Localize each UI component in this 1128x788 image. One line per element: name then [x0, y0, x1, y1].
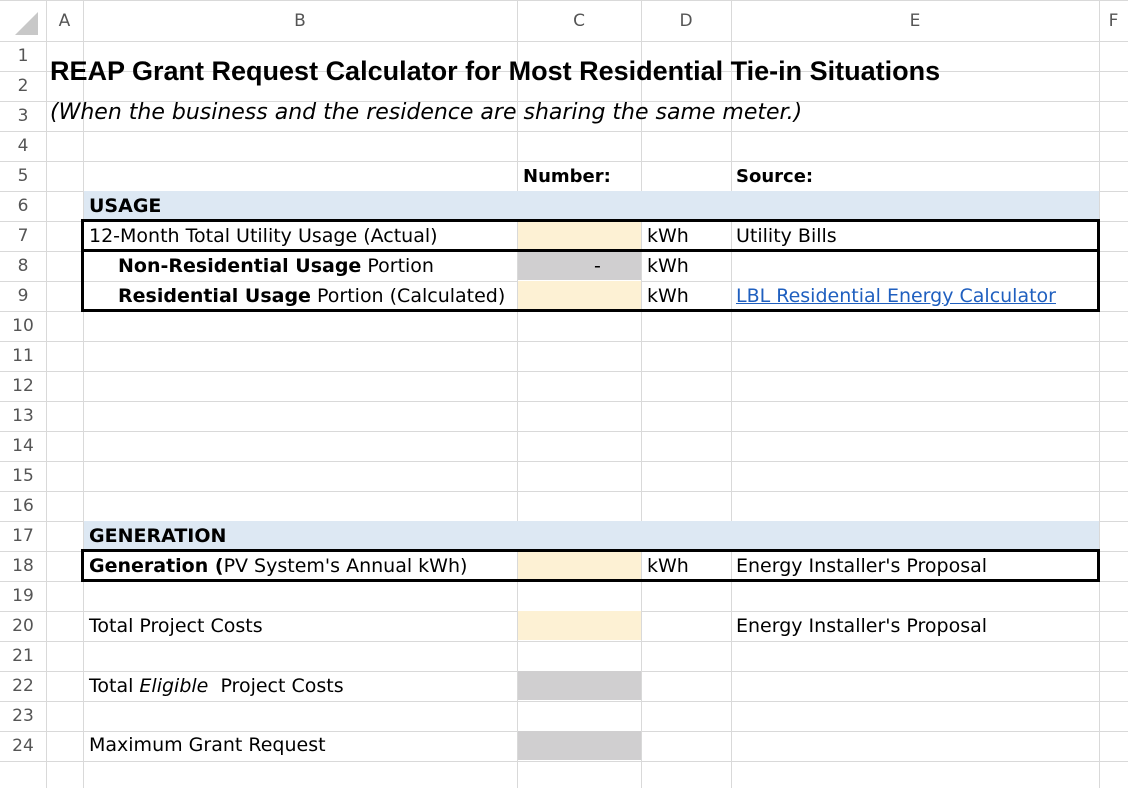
total-usage-border: [81, 219, 1100, 252]
row-header-19[interactable]: 19: [0, 581, 46, 611]
source-header[interactable]: Source:: [736, 165, 814, 187]
row-header-15[interactable]: 15: [0, 461, 46, 491]
gridline-row: [0, 431, 1128, 432]
row-header-14[interactable]: 14: [0, 431, 46, 461]
row-header-17[interactable]: 17: [0, 521, 46, 551]
eligible-label-pre: Total: [89, 675, 140, 697]
total-usage-source[interactable]: Utility Bills: [736, 225, 837, 247]
row-header-20[interactable]: 20: [0, 611, 46, 641]
gridline-row: [0, 131, 1128, 132]
eligible-costs-label[interactable]: [89, 672, 344, 700]
row-header-21[interactable]: 21: [0, 641, 46, 671]
generation-band: [84, 521, 1099, 550]
res-usage-unit[interactable]: kWh: [647, 285, 689, 307]
gridline-row: [0, 761, 1128, 762]
select-all-icon: [0, 0, 46, 41]
gridline-column: [1099, 0, 1100, 788]
total-costs-source[interactable]: Energy Installer's Proposal: [736, 615, 988, 637]
generation-border: [81, 549, 1100, 582]
grant-request-label[interactable]: Maximum Grant Request: [89, 734, 326, 756]
gridline-row: [0, 341, 1128, 342]
res-label-rest: Portion (Calculated): [310, 285, 506, 307]
column-header-f[interactable]: F: [1099, 0, 1128, 41]
nonres-usage-unit[interactable]: kWh: [647, 255, 689, 277]
total-costs-input[interactable]: [518, 611, 641, 640]
total-usage-label[interactable]: 12-Month Total Utility Usage (Actual): [89, 225, 438, 247]
gridline-top: [0, 0, 1128, 1]
eligible-label-italic: Eligible: [139, 675, 209, 697]
row-header-16[interactable]: 16: [0, 491, 46, 521]
row-header-3[interactable]: 3: [0, 101, 46, 131]
row-header-7[interactable]: 7: [0, 221, 46, 251]
column-header-c[interactable]: C: [517, 0, 641, 41]
column-header-d[interactable]: D: [641, 0, 731, 41]
total-costs-label[interactable]: Total Project Costs: [89, 615, 263, 637]
row-header-9[interactable]: 9: [0, 281, 46, 311]
row-header-24[interactable]: 24: [0, 731, 46, 761]
nonres-label-rest: Portion: [361, 255, 434, 277]
page-title[interactable]: REAP Grant Request Calculator for Most Residential Tie-in Situations: [50, 55, 941, 86]
row-header-2[interactable]: 2: [0, 71, 46, 101]
eligible-label-post: Project Costs: [208, 675, 344, 697]
page-subtitle[interactable]: (When the business and the residence are sharing the same meter.): [50, 99, 803, 125]
gridline-row: [0, 491, 1128, 492]
gridline-row: [0, 701, 1128, 702]
row-header-13[interactable]: 13: [0, 401, 46, 431]
column-header-b[interactable]: B: [83, 0, 517, 41]
number-header[interactable]: Number:: [523, 165, 611, 187]
usage-band: [84, 191, 1099, 220]
row-header-18[interactable]: 18: [0, 551, 46, 581]
corner-select-all[interactable]: [0, 0, 46, 41]
row-header-5[interactable]: 5: [0, 161, 46, 191]
generation-label-bold: Generation (: [89, 555, 224, 577]
lbl-calculator-link[interactable]: LBL Residential Energy Calculator: [736, 285, 1056, 307]
row-header-4[interactable]: 4: [0, 131, 46, 161]
gridline-row: [0, 401, 1128, 402]
usage-section-label[interactable]: USAGE: [89, 195, 162, 217]
gridline-row: [0, 41, 1128, 42]
generation-source[interactable]: Energy Installer's Proposal: [736, 555, 988, 577]
nonres-label-bold: Non-Residential Usage: [118, 255, 362, 277]
gridline-column: [46, 0, 47, 788]
grant-request-cell[interactable]: [518, 731, 641, 760]
row-header-6[interactable]: 6: [0, 191, 46, 221]
gridline-row: [0, 641, 1128, 642]
res-label-bold: Residential Usage: [118, 285, 311, 307]
row-header-23[interactable]: 23: [0, 701, 46, 731]
generation-label-rest: PV System's Annual kWh): [223, 555, 468, 577]
row-header-8[interactable]: 8: [0, 251, 46, 281]
row-header-10[interactable]: 10: [0, 311, 46, 341]
row-header-22[interactable]: 22: [0, 671, 46, 701]
usage-portions-border: [81, 249, 1100, 312]
column-header-e[interactable]: E: [731, 0, 1099, 41]
generation-unit[interactable]: kWh: [647, 555, 689, 577]
generation-section-label[interactable]: GENERATION: [89, 525, 227, 547]
total-usage-unit[interactable]: kWh: [647, 225, 689, 247]
gridline-row: [0, 371, 1128, 372]
gridline-row: [0, 461, 1128, 462]
row-header-1[interactable]: 1: [0, 41, 46, 71]
eligible-costs-cell[interactable]: [518, 671, 641, 700]
column-header-a[interactable]: A: [46, 0, 83, 41]
row-header-11[interactable]: 11: [0, 341, 46, 371]
nonres-usage-value: -: [594, 255, 601, 277]
row-header-12[interactable]: 12: [0, 371, 46, 401]
